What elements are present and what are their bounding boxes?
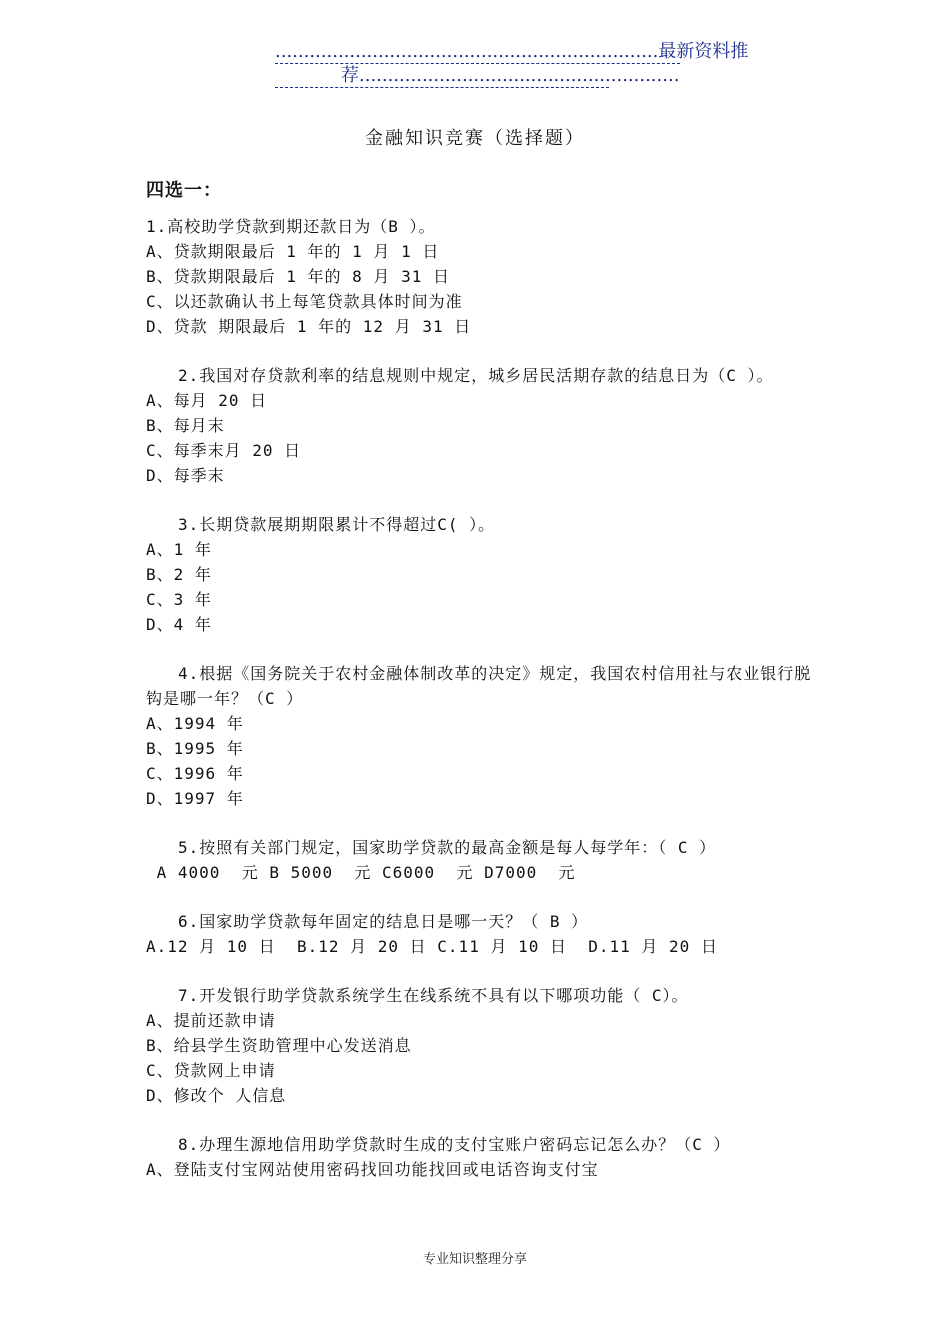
question-5 — [146, 835, 816, 885]
option: A、1994 年 — [146, 714, 244, 733]
option: B、1995 年 — [146, 739, 244, 758]
header-line-2: 荐........................................................ — [275, 64, 609, 88]
document-title: 金融知识竞赛（选择题） — [365, 128, 585, 149]
question-8 — [146, 1132, 816, 1182]
option: D、4 年 — [146, 615, 212, 634]
option: D、1997 年 — [146, 789, 244, 808]
option: C、每季末月 20 日 — [146, 441, 302, 460]
question-stem: 5.按照有关部门规定，国家助学贷款的最高金额是每人每学年：（ C ） — [178, 838, 717, 857]
option: D、修改个 人信息 — [146, 1086, 287, 1105]
option: C、以还款确认书上每笔贷款具体时间为准 — [146, 292, 463, 311]
question-4 — [146, 661, 816, 811]
page-footer: 专业知识整理分享 — [422, 1252, 527, 1267]
option: D、贷款 期限最后 1 年的 12 月 31 日 — [146, 317, 472, 336]
question-stem: 4.根据《国务院关于农村金融体制改革的决定》规定，我国农村信用社与农业银行脱钩是哪一年？（C ） — [146, 664, 812, 708]
option: A 4000 元 B 5000 元 C6000 元 D7000 元 — [146, 863, 576, 882]
question-stem: 1.高校助学贷款到期还款日为（B ）。 — [146, 217, 436, 236]
header-line-1: ...................................................................最新资料推 — [275, 41, 749, 62]
section-heading: 四选一： — [146, 180, 222, 201]
question-stem: 2.我国对存贷款利率的结息规则中规定，城乡居民活期存款的结息日为（C ）。 — [178, 366, 774, 385]
option: C、3 年 — [146, 590, 212, 609]
question-stem: 3.长期贷款展期期限累计不得超过C( ）。 — [178, 515, 496, 534]
option: A、1 年 — [146, 540, 212, 559]
document-body — [146, 178, 816, 1206]
option: A.12 月 10 日 B.12 月 20 日 C.11 月 10 日 D.11 月 20 日 — [146, 937, 718, 956]
option: A、登陆支付宝网站使用密码找回功能找回或电话咨询支付宝 — [146, 1160, 599, 1179]
option: A、每月 20 日 — [146, 391, 268, 410]
question-7 — [146, 983, 816, 1108]
option: C、1996 年 — [146, 764, 244, 783]
option: D、每季末 — [146, 466, 225, 485]
question-1 — [146, 214, 816, 339]
question-3 — [146, 512, 816, 637]
option: B、贷款期限最后 1 年的 8 月 31 日 — [146, 267, 450, 286]
option: B、每月末 — [146, 416, 225, 435]
option: B、2 年 — [146, 565, 212, 584]
option: C、贷款网上申请 — [146, 1061, 276, 1080]
option: B、给县学生资助管理中心发送消息 — [146, 1036, 412, 1055]
question-stem: 6.国家助学贷款每年固定的结息日是哪一天？（ B ） — [178, 912, 589, 931]
question-stem: 7.开发银行助学贷款系统学生在线系统不具有以下哪项功能（ C）。 — [178, 986, 689, 1005]
question-6 — [146, 909, 816, 959]
option: A、提前还款申请 — [146, 1011, 276, 1030]
question-2 — [146, 363, 816, 488]
page-header — [275, 40, 749, 88]
question-stem: 8.办理生源地信用助学贷款时生成的支付宝账户密码忘记怎么办？（C ） — [178, 1135, 731, 1154]
option: A、贷款期限最后 1 年的 1 月 1 日 — [146, 242, 440, 261]
